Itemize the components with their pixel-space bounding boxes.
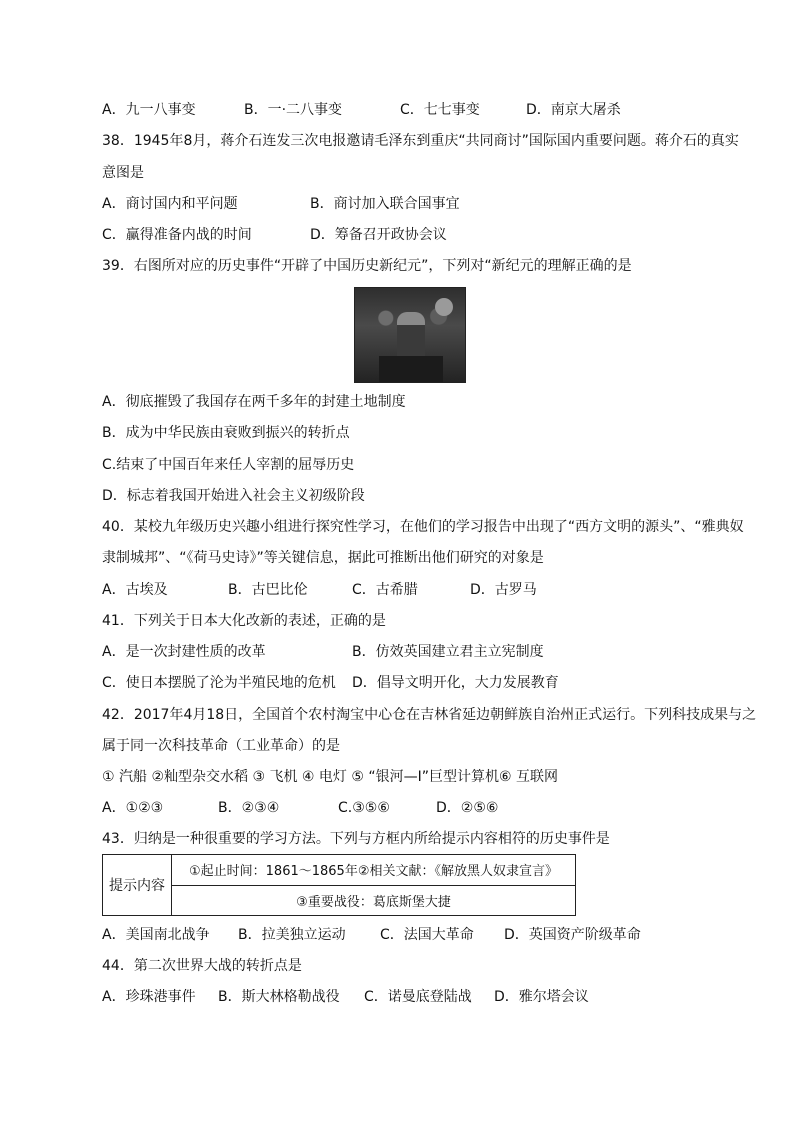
q43-option-b: B．拉美独立运动 [238,927,346,943]
q37-option-a: A．九一八事变 [102,102,196,118]
q41-option-b: B．仿效英国建立君主立宪制度 [352,644,544,660]
q43-option-c: C．法国大革命 [380,927,474,943]
q44-option-a: A．珍珠港事件 [102,989,196,1005]
q42-items: ① 汽船 ②籼型杂交水稻 ③ 飞机 ④ 电灯 ⑤ “银河—I”巨型计算机⑥ 互联网 [102,769,558,785]
q42-stem-line2: 属于同一次科技革命（工业革命）的是 [102,738,340,754]
q42-option-b: B．②③④ [218,800,280,816]
q39-option-c: C.结束了中国百年来任人宰割的屈辱历史 [102,457,355,473]
q42-stem-line1: 42．2017年4月18日，全国首个农村淘宝中心仓在吉林省延边朝鲜族自治州正式运行。下列科技成果与之 [102,707,757,723]
q40-stem-line2: 隶制城邦”、“《荷马史诗》”等关键信息，据此可推断出他们研究的对象是 [102,550,544,566]
q42-option-d: D．②⑤⑥ [436,800,499,816]
q40-stem-line1: 40．某校九年级历史兴趣小组进行探究性学习，在他们的学习报告中出现了“西方文明的源头”、“雅典奴 [102,519,744,535]
q38-stem-line1: 38．1945年8月，蒋介石连发三次电报邀请毛泽东到重庆“共同商讨”国际国内重要问题。蒋介石的真实 [102,133,739,149]
q41-stem: 41．下列关于日本大化改新的表述，正确的是 [102,613,386,629]
q43-option-a: A．美国南北战争 [102,927,210,943]
q40-option-b: B．古巴比伦 [228,582,308,598]
q43-option-d: D．英国资产阶级革命 [504,927,641,943]
q38-stem-line2: 意图是 [102,165,144,181]
microphone-icon [435,298,453,316]
q41-option-c: C．使日本摆脱了沦为半殖民地的危机 [102,675,336,691]
q38-option-c: C．赢得准备内战的时间 [102,227,252,243]
hint-box-label: 提示内容 [103,855,172,916]
q44-option-d: D．雅尔塔会议 [494,989,589,1005]
q39-option-a: A．彻底摧毁了我国存在两千多年的封建土地制度 [102,394,406,410]
q37-option-b: B．一·二八事变 [244,102,343,118]
q38-option-d: D．筹备召开政协会议 [310,227,447,243]
q39-option-d: D．标志着我国开始进入社会主义初级阶段 [102,488,365,504]
q42-option-c: C.③⑤⑥ [338,800,390,816]
q39-option-b: B．成为中华民族由衰败到振兴的转折点 [102,425,350,441]
q40-option-d: D．古罗马 [470,582,537,598]
q37-option-d: D．南京大屠杀 [526,102,621,118]
q37-option-c: C．七七事变 [400,102,480,118]
founding-ceremony-photo [354,287,466,383]
q38-option-b: B．商讨加入联合国事宜 [310,196,460,212]
q44-option-c: C．诺曼底登陆战 [364,989,472,1005]
q43-stem: 43．归纳是一种很重要的学习方法。下列与方框内所给提示内容相符的历史事件是 [102,831,610,847]
hint-box-row2: ③重要战役：葛底斯堡大捷 [172,885,576,916]
q44-option-b: B．斯大林格勒战役 [218,989,340,1005]
q40-option-a: A．古埃及 [102,582,168,598]
q41-option-a: A．是一次封建性质的改革 [102,644,266,660]
q39-stem: 39．右图所对应的历史事件“开辟了中国历史新纪元”，下列对“新纪元的理解正确的是 [102,258,632,274]
q44-stem: 44．第二次世界大战的转折点是 [102,958,302,974]
q42-option-a: A．①②③ [102,800,164,816]
q41-option-d: D．倡导文明开化，大力发展教育 [352,675,559,691]
podium [379,356,443,382]
q40-option-c: C．古希腊 [352,582,418,598]
hint-box-row1: ①起止时间：1861～1865年②相关文献：《解放黑人奴隶宣言》 [172,855,576,886]
q38-option-a: A．商讨国内和平问题 [102,196,238,212]
hint-box [102,854,576,916]
